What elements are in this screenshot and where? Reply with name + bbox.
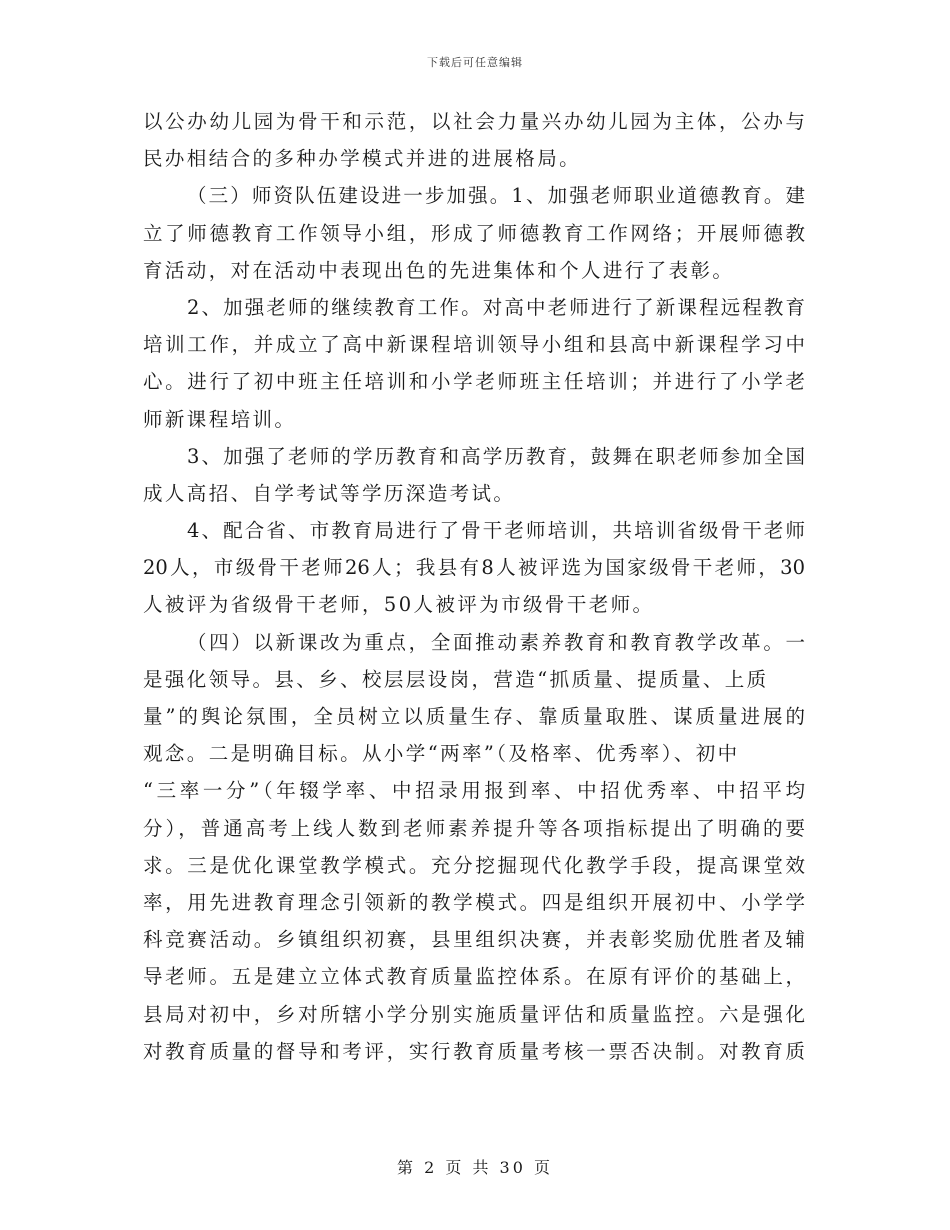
text-line: （四）以新课改为重点，全面推动素养教育和教育教学改革。一 <box>187 630 805 654</box>
text-line: （三）师资队伍建设进一步加强。1、加强老师职业道德教育。建 <box>187 184 805 208</box>
text-line: 3、加强了老师的学历教育和高学历教育，鼓舞在职老师参加全国 <box>187 444 805 468</box>
page-header-note: 下载后可任意编辑 <box>427 56 523 69</box>
text-line: “三率一分”（年辍学率、中招录用报到率、中招优秀率、中招平均 <box>143 779 805 803</box>
text-line: 育活动，对在活动中表现出色的先进集体和个人进行了表彰。 <box>143 258 735 282</box>
text-line: 民办相结合的多种办学模式并进的进展格局。 <box>143 147 582 171</box>
text-line: 导老师。五是建立立体式教育质量监控体系。在原有评价的基础上， <box>143 965 805 989</box>
text-line: 求。三是优化课堂教学模式。充分挖掘现代化教学手段，提高课堂效 <box>143 853 805 877</box>
text-line: 培训工作，并成立了高中新课程培训领导小组和县高中新课程学习中 <box>143 333 805 357</box>
text-line: 20人，市级骨干老师26人；我县有8人被评选为国家级骨干老师，30 <box>143 556 805 580</box>
text-line: 2、加强老师的继续教育工作。对高中老师进行了新课程远程教育 <box>187 295 805 319</box>
text-line: 人被评为省级骨干老师，50人被评为市级骨干老师。 <box>143 593 655 617</box>
page-number: 第 2 页 共 30 页 <box>397 1158 553 1177</box>
text-line: 4、配合省、市教育局进行了骨干老师培训，共培训省级骨干老师 <box>187 519 805 543</box>
text-line: 师新课程培训。 <box>143 407 297 431</box>
text-line: 对教育质量的督导和考评，实行教育质量考核一票否决制。对教育质 <box>143 1039 805 1063</box>
text-line: 以公办幼儿园为骨干和示范，以社会力量兴办幼儿园为主体，公办与 <box>143 110 805 133</box>
text-line: 观念。二是明确目标。从小学“两率”（及格率、优秀率）、初中 <box>143 742 740 766</box>
text-line: 率，用先进教育理念引领新的教学模式。四是组织开展初中、小学学 <box>143 890 805 914</box>
document-body <box>143 103 805 1070</box>
text-line: 心。进行了初中班主任培训和小学老师班主任培训；并进行了小学老 <box>143 370 805 394</box>
text-line: 是强化领导。县、乡、校层层设岗，营造“抓质量、提质量、上质 <box>143 667 769 691</box>
text-line: 量”的舆论氛围，全员树立以质量生存、靠质量取胜、谋质量进展的 <box>143 705 805 728</box>
text-line: 分），普通高考上线人数到老师素养提升等各项指标提出了明确的要 <box>143 816 805 840</box>
text-line: 县局对初中，乡对所辖小学分别实施质量评估和质量监控。六是强化 <box>143 1002 805 1026</box>
text-line: 立了师德教育工作领导小组，形成了师德教育工作网络；开展师德教 <box>143 221 805 245</box>
text-line: 科竞赛活动。乡镇组织初赛，县里组织决赛，并表彰奖励优胜者及辅 <box>143 928 805 952</box>
text-line: 成人高招、自学考试等学历深造考试。 <box>143 481 516 505</box>
